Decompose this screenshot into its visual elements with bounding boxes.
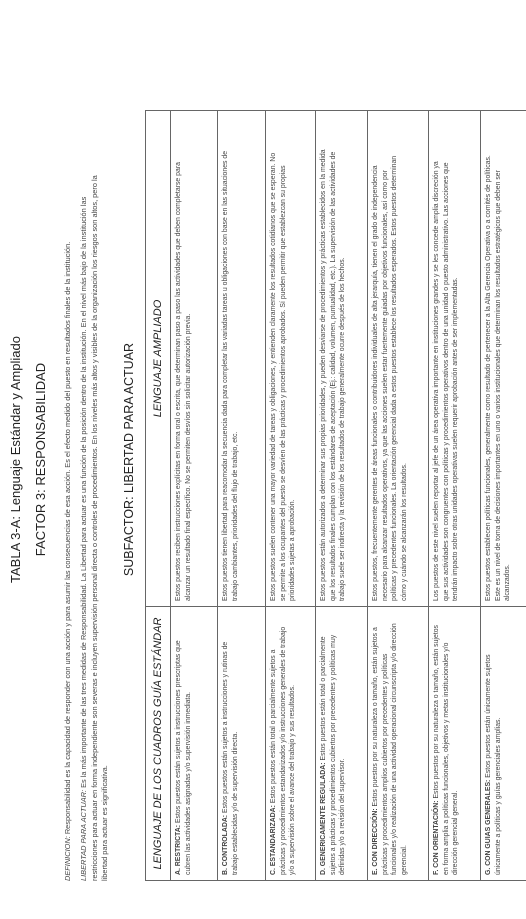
definition-line — [63, 242, 74, 881]
table-row — [368, 111, 429, 881]
table-header-row — [146, 111, 171, 881]
table-row — [266, 111, 316, 881]
level-label: G. CON GUIAS GENERALES: — [485, 779, 492, 875]
header-standard: LENGUAJE DE LOS CUADROS GUÍA ESTÁNDAR — [146, 607, 171, 881]
table-row — [218, 111, 266, 881]
libertad-label: LIBERTAD PARA ACTUAR: — [79, 789, 88, 881]
expanded-line: Estos puestos establecen políticas funcionales, generalmente como resultado de pertenecer a la Alta Gerencia Operativa o a comités de políticas. — [485, 155, 492, 601]
table-body — [171, 111, 526, 881]
expanded-cell — [316, 111, 368, 607]
expanded-line: cómo y cuándo se alcanzarán los resultados. — [400, 463, 408, 601]
expanded-cell — [429, 111, 481, 607]
level-label: E. CON DIRECCIÓN: — [372, 808, 379, 875]
level-label: F. CON ORIENTACIÓN: — [433, 800, 440, 875]
standard-text: Estos puestos por su naturaleza o tamaño, están sujetos — [433, 625, 440, 799]
expanded-cell — [171, 111, 218, 607]
standard-line: y/o a supervisión sobre el avance del trabajo y sus resultados. — [289, 685, 297, 875]
expanded-line: Este es un nivel de toma de decisiones importantes en uno o varios institucionales que determinan los resultados estratégicos que deben ser — [494, 170, 502, 601]
standard-line: prácticas y procedimientos amplios cubiertos por precedentes y políticas — [381, 653, 389, 875]
level-label: B. CONTROLADA: — [222, 814, 229, 875]
standard-line — [269, 612, 279, 875]
standard-cell — [316, 607, 368, 881]
standard-cell — [171, 607, 218, 881]
level-label: A. RESTRICTA: — [175, 824, 182, 875]
standard-line: prácticas y procedimientos estandarizados y/o instrucciones generales de trabajo — [279, 626, 287, 875]
standard-line: trabajo establecidas y/o de supervisión directa. — [231, 731, 239, 875]
table-row — [481, 111, 526, 881]
expanded-cell — [368, 111, 429, 607]
standard-line — [319, 612, 329, 875]
libertad-line-1: LIBERTAD PARA ACTUAR: Es la más importante de las tres medidas de Responsabilidad. La Libertad para actuar es una función de la posición dentro de la institución. En el nivel más bajo de la institución las — [79, 196, 88, 881]
expanded-line: Estos puestos están autorizados a determinar sus propias prioridades, y pueden desviarse de procedimientos y prácticas establecidos en la medida — [320, 149, 327, 601]
table-row — [171, 111, 218, 881]
expanded-line: prioridades sujetas a aprobación. — [289, 499, 297, 601]
level-label: C. ESTANDARIZADA: — [270, 805, 277, 875]
standard-line — [371, 612, 381, 875]
expanded-line: Estos puestos tienen libertad para reacomodar la secuencia dada para completar las variadas tareas u obligaciones con base en las situaciones de — [222, 150, 229, 601]
definition-label: DEFINICION: — [63, 836, 72, 881]
expanded-line: que sus actividades son congruentes con políticas y procedimientos operativos dentro de una unidad o puesto administrativo. Las acciones que — [442, 162, 450, 601]
standard-line — [174, 612, 184, 875]
standard-line — [432, 612, 442, 875]
standard-cell — [218, 607, 266, 881]
factor-title: FACTOR 3: RESPONSABILIDAD — [33, 362, 48, 557]
standard-line — [484, 612, 494, 875]
expanded-line: tendrán impacto sobre otras unidades operativas suelen requerir aprobación antes de ser implementadas. — [452, 277, 460, 601]
standard-line: únicamente a políticas y guías gerenciales amplias. — [494, 717, 502, 875]
expanded-line: Los puestos de este nivel suelen reportar al jefe de un área operativa importante en instituciones grandes y se les concede amplia discreción ya — [433, 161, 440, 601]
standard-line: dirección gerencial general. — [452, 790, 460, 875]
expanded-line: que los resultados finales cumplan con los estándares de aceptación (Ej.: calidad, volumen, puntualidad, etc.). La supervisión de las actividades de — [329, 151, 337, 601]
libertad-line-2: restricciones para actuar en forma independiente son severas e incluyen supervisión personal directa o controles de procedimientos. En los niveles más altos y visibles de la organización los riesgos son altos, pero la — [89, 175, 99, 881]
standard-cell — [429, 607, 481, 881]
libertad-line-3: libertad para actuar es significativa. — [100, 765, 109, 881]
level-label: D. GENERICAMENTE REGULADA: — [320, 762, 327, 875]
standard-cell — [481, 607, 526, 881]
expanded-line: Estos puestos, frecuentemente gerentes de áreas funcionales o contribuidores individuales de alta jerarquía, tienen el grado de independencia — [372, 165, 379, 601]
standard-text: Estos puestos están total o parcialmente — [320, 636, 327, 761]
standard-line: gerencial. — [400, 845, 408, 875]
expanded-line: necesario para alcanzar resultados operativos, ya que las acciones suelen estar fuertemente guiadas por objetivos funcionales, así como por — [381, 170, 389, 601]
expanded-line: Estos puestos reciben instrucciones explícitas en forma oral o escrita, que determinan paso a paso las actividades que deben completarse para — [175, 162, 182, 601]
standard-cell — [368, 607, 429, 881]
libertad-table — [145, 110, 526, 881]
standard-line: funcionales y/o realización de una actividad operacional circunscripta y/o dirección — [391, 623, 399, 875]
expanded-line: alcanzados. — [504, 564, 512, 601]
standard-cell — [266, 607, 316, 881]
standard-text: Estos puestos están total o parcialmente sujetos a — [270, 649, 277, 804]
table-row — [316, 111, 368, 881]
standard-line: en forma amplia a políticas funcionales, objetivos y metas institucionales y/o — [442, 642, 450, 875]
expanded-line: políticas y precedentes funcionales. La orientación gerencial dada a estos puestos establece los resultados esperados. Estos puestos determinan — [391, 155, 399, 601]
expanded-line: trabajo cambiantes, prioridades del flujo de trabajo, etc. — [231, 431, 239, 601]
expanded-line: Estos puestos suelen contener una mayor variedad de tareas y obligaciones, y entienden claramente los resultados cotidianos que se esperan. No — [270, 152, 277, 601]
standard-line — [221, 612, 231, 875]
standard-line: cubren las actividades asignadas y/o supervisión inmediata. — [184, 691, 192, 875]
header-expanded: LENGUAJE AMPLIADO — [146, 111, 171, 607]
expanded-line: se permite a los ocupantes del puesto se desvíen de las prácticas y procedimientos aprobados. Sí pueden permitir que establezcan su propias — [279, 165, 287, 601]
expanded-cell — [266, 111, 316, 607]
page-title: TABLA 3-A: Lenguaje Estándar y Ampliado — [8, 336, 23, 583]
subfactor-title: SUBFACTOR: LIBERTAD PARA ACTUAR — [122, 342, 136, 577]
table-row — [429, 111, 481, 881]
standard-text: Estos puestos están únicamente sujetos — [485, 654, 492, 778]
standard-text: Estos puestos están sujetos a instrucciones y rutinas de — [222, 641, 229, 813]
standard-text: Estos puestos por su naturaleza o tamaño, están sujetos a — [372, 627, 379, 807]
expanded-line: alcanzar un resultado final específico. No se permiten desvíos sin solicitar autorización previa. — [184, 313, 192, 601]
definition-text: Responsabilidad es la capacidad de responder con una acción y para asumir las consecuencias de esa acción. Es el efecto medido del puesto en resultados finales de la institución. — [63, 241, 72, 835]
expanded-cell — [481, 111, 526, 607]
libertad-paragraph — [79, 175, 111, 881]
expanded-cell — [218, 111, 266, 607]
standard-line: sujetos a prácticas y procedimientos cubiertos por precedentes y políticas muy — [329, 634, 337, 875]
standard-line: definidas y/o a revisión del supervisor. — [339, 758, 347, 875]
standard-text: Estos puestos están sujetos a instrucciones prescriptas que — [175, 640, 182, 824]
expanded-line: trabajo suele ser indirecta y la revisión de los resultados de trabajo generalmente ocurre después de los hechos. — [339, 257, 347, 601]
